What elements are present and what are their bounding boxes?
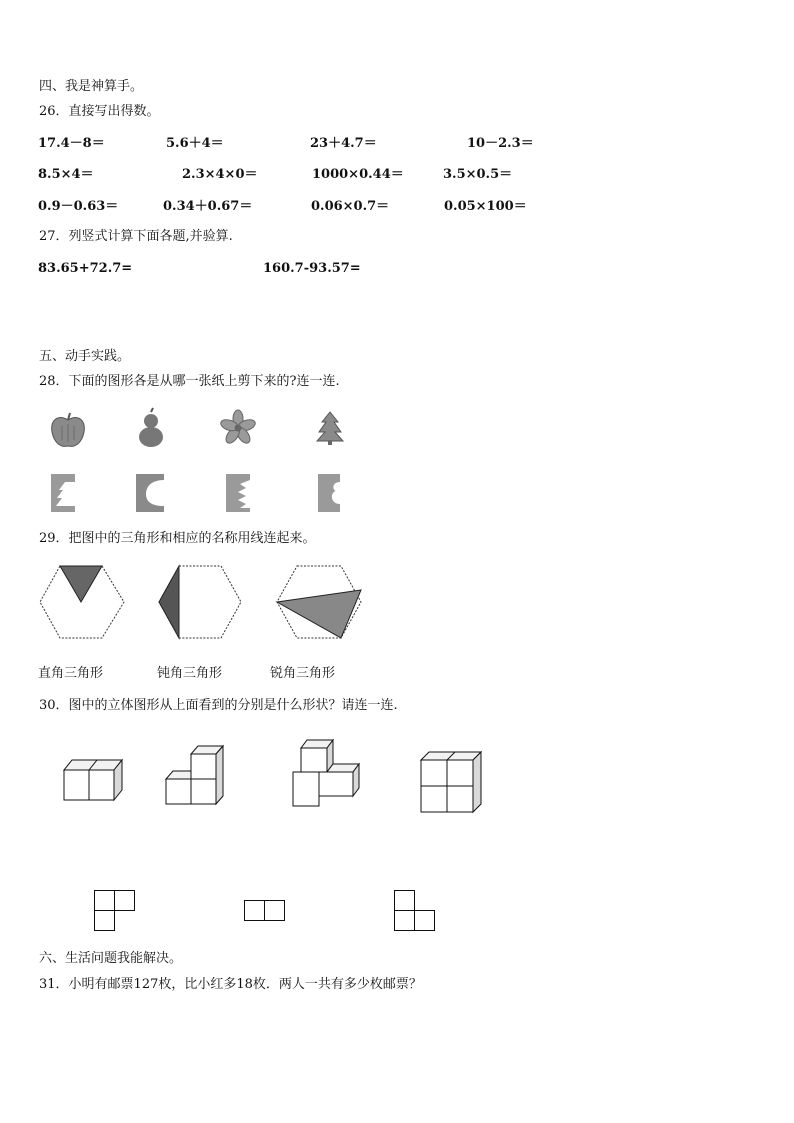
question-31-label: 31．小明有邮票127枚，比小红多18枚．两人一共有多少枚邮票？ [39, 977, 422, 992]
arith-item: 0.9－0.63＝ [38, 199, 119, 214]
arith-item: 2.3×4×0＝ [182, 167, 258, 182]
arith-item: 10－2.3＝ [467, 136, 534, 151]
question-30-label: 30．图中的立体图形从上面看到的分别是什么形状？请连一连. [39, 698, 398, 713]
paper-tree-cutout-icon [51, 474, 77, 514]
solid-figure-1-icon [64, 760, 128, 802]
top-view-corner-shape-icon [394, 890, 436, 932]
solid-figure-3-icon [293, 740, 361, 808]
section-title-4: 四、我是神算手。 [39, 79, 144, 94]
paper-zigzag-cutout-icon [226, 474, 252, 514]
top-view-two-squares-icon [244, 900, 286, 922]
solid-figure-2-icon [166, 746, 224, 804]
section-title-6: 六、生活问题我能解决。 [39, 951, 183, 966]
question-26-label: 26．直接写出得数。 [39, 104, 160, 119]
vertical-calc-item: 83.65+72.7= [38, 261, 133, 276]
arith-item: 0.06×0.7＝ [311, 199, 390, 214]
triangle-name-right: 直角三角形 [38, 666, 104, 681]
arith-item: 0.34＋0.67＝ [163, 199, 253, 214]
apple-shape-icon [48, 410, 88, 450]
arith-item: 17.4－8＝ [38, 136, 105, 151]
vertical-calc-item: 160.7-93.57= [263, 261, 361, 276]
solid-figure-4-icon [421, 752, 483, 814]
arith-item: 0.05×100＝ [444, 199, 527, 214]
question-27-label: 27．列竖式计算下面各题,并验算. [39, 229, 233, 244]
triangle-name-obtuse: 钝角三角形 [157, 666, 223, 681]
paper-gourd-cutout-icon [318, 474, 342, 514]
hexagon-with-triangle-1-icon [38, 562, 128, 642]
section-title-5: 五、动手实践。 [39, 349, 131, 364]
arith-item: 23＋4.7＝ [310, 136, 377, 151]
hexagon-with-triangle-2-icon [155, 562, 245, 642]
gourd-shape-icon [135, 410, 167, 450]
top-view-l-shape-icon [94, 890, 136, 932]
paper-apple-cutout-icon [136, 474, 166, 514]
arith-item: 5.6＋4＝ [166, 136, 224, 151]
arith-item: 8.5×4＝ [38, 167, 94, 182]
tree-shape-icon [316, 410, 344, 446]
question-28-label: 28．下面的图形各是从哪一张纸上剪下来的?连一连. [39, 374, 340, 389]
arith-item: 1000×0.44＝ [312, 167, 404, 182]
flower-shape-icon [220, 410, 256, 446]
question-29-label: 29．把图中的三角形和相应的名称用线连起来。 [39, 531, 316, 546]
arith-item: 3.5×0.5＝ [443, 167, 513, 182]
hexagon-with-triangle-3-icon [273, 562, 365, 642]
triangle-name-acute: 锐角三角形 [270, 666, 336, 681]
